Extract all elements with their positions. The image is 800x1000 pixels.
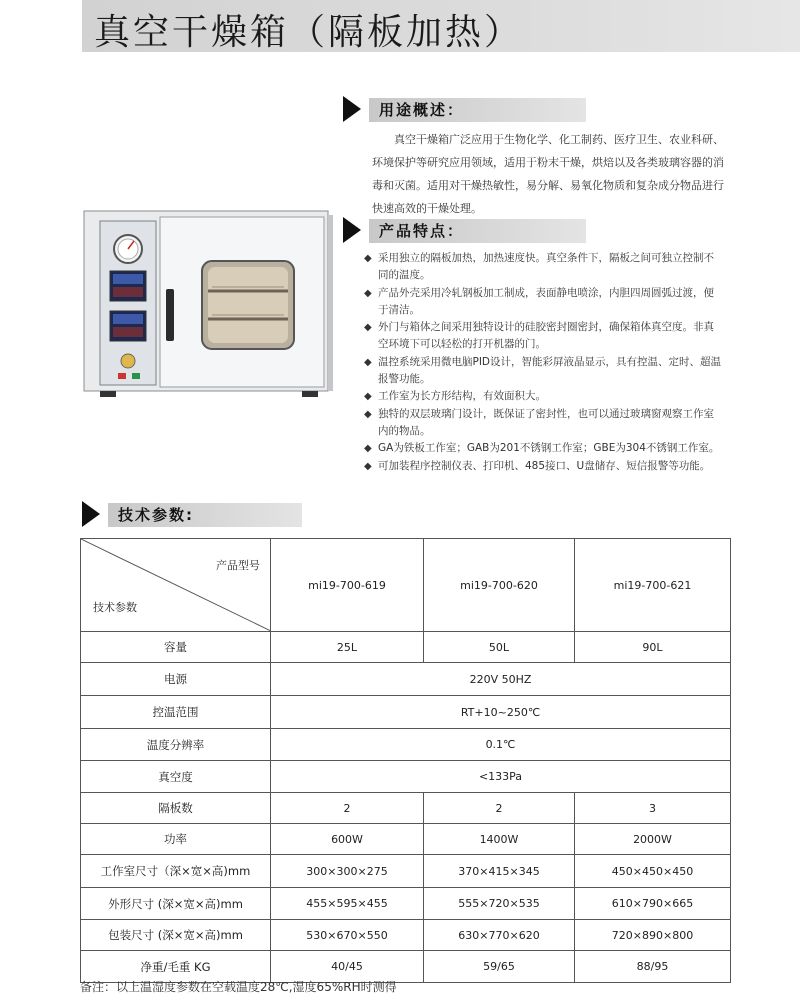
model-cell: mi19-700-619 xyxy=(271,539,424,632)
diamond-bullet-icon: ◆ xyxy=(364,460,372,472)
feature-item: ◆ 独特的双层玻璃门设计，既保证了密封性，也可以通过玻璃窗观察工作室内的物品。 xyxy=(364,407,714,437)
row-label: 外形尺寸 (深×宽×高)mm xyxy=(81,888,271,920)
row-label: 控温范围 xyxy=(81,696,271,729)
footnote: 备注：以上温湿度参数在空载温度28℃,湿度65%RH时测得 xyxy=(80,980,397,994)
row-label: 功率 xyxy=(81,824,271,855)
table-row xyxy=(81,696,731,729)
table-cell: 630×770×620 xyxy=(424,920,575,951)
usage-heading xyxy=(343,96,586,124)
table-cell: 90L xyxy=(575,632,731,663)
features-heading xyxy=(343,217,586,245)
diamond-bullet-icon: ◆ xyxy=(364,287,372,299)
spec-table xyxy=(80,538,731,983)
usage-heading-label: 用途概述： xyxy=(379,101,465,119)
feature-item: ◆ GA为铁板工作室；GAB为201不锈钢工作室；GBE为304不锈钢工作室。 xyxy=(364,440,724,457)
header-model-label: 产品型号 xyxy=(216,559,260,572)
table-cell: 2 xyxy=(424,793,575,824)
table-cell: 610×790×665 xyxy=(575,888,731,920)
row-label: 温度分辨率 xyxy=(81,729,271,761)
diamond-bullet-icon: ◆ xyxy=(364,443,372,455)
table-cell: 2000W xyxy=(575,824,731,855)
diamond-bullet-icon: ◆ xyxy=(364,356,372,368)
table-cell: 455×595×455 xyxy=(271,888,424,920)
arrow-right-icon xyxy=(343,96,361,122)
table-cell: 88/95 xyxy=(575,951,731,983)
row-label: 包装尺寸 (深×宽×高)mm xyxy=(81,920,271,951)
usage-description: 真空干燥箱广泛应用于生物化学、化工制药、医疗卫生、农业科研、环境保护等研究应用领域，适用于粉末干燥，烘焙以及各类玻璃容器的消毒和灭菌。适用对干燥热敏性，易分解、易氧化物质和复杂成分物品进行快速高效的干燥处理。 xyxy=(372,133,724,215)
table-cell: RT+10~250℃ xyxy=(271,696,731,729)
row-label: 工作室尺寸（深×宽×高)mm xyxy=(81,855,271,888)
feature-item: ◆ 产品外壳采用冷轧钢板加工制成，表面静电喷涂，内胆四周圆弧过渡，便于清洁。 xyxy=(364,286,714,316)
title-bar xyxy=(82,0,800,52)
table-cell: 50L xyxy=(424,632,575,663)
page-title: 真空干燥箱（隔板加热） xyxy=(94,12,524,53)
feature-item: ◆ 可加装程序控制仪表、打印机、485接口、U盘储存、短信报警等功能。 xyxy=(364,458,724,475)
features-list xyxy=(364,250,724,475)
table-row xyxy=(81,761,731,793)
row-label: 容量 xyxy=(81,632,271,663)
table-cell: 0.1℃ xyxy=(271,729,731,761)
table-row xyxy=(81,632,731,663)
arrow-right-icon xyxy=(343,217,361,243)
vacuum-oven-image xyxy=(82,207,335,402)
feature-item: ◆ 工作室为长方形结构，有效面积大。 xyxy=(364,388,724,405)
table-cell: 720×890×800 xyxy=(575,920,731,951)
table-row xyxy=(81,793,731,824)
row-label: 电源 xyxy=(81,663,271,696)
table-cell: 3 xyxy=(575,793,731,824)
diamond-bullet-icon: ◆ xyxy=(364,391,372,403)
row-label: 隔板数 xyxy=(81,793,271,824)
row-label: 净重/毛重 KG xyxy=(81,951,271,983)
table-cell: <133Pa xyxy=(271,761,731,793)
table-cell: 220V 50HZ xyxy=(271,663,731,696)
table-row xyxy=(81,729,731,761)
diagonal-header-cell xyxy=(81,539,271,632)
table-row xyxy=(81,920,731,951)
table-cell: 555×720×535 xyxy=(424,888,575,920)
table-cell: 300×300×275 xyxy=(271,855,424,888)
row-label: 真空度 xyxy=(81,761,271,793)
table-row xyxy=(81,855,731,888)
table-row xyxy=(81,824,731,855)
table-cell: 40/45 xyxy=(271,951,424,983)
feature-item: ◆ 外门与箱体之间采用独特设计的硅胶密封圈密封，确保箱体真空度。非真空环境下可以轻松的打开机器的门。 xyxy=(364,321,714,351)
diamond-bullet-icon: ◆ xyxy=(364,253,372,264)
table-row xyxy=(81,888,731,920)
table-cell: 600W xyxy=(271,824,424,855)
diamond-bullet-icon: ◆ xyxy=(364,408,372,420)
table-header-row xyxy=(81,539,731,632)
table-cell: 450×450×450 xyxy=(575,855,731,888)
table-cell: 25L xyxy=(271,632,424,663)
arrow-right-icon xyxy=(82,501,100,527)
table-cell: 370×415×345 xyxy=(424,855,575,888)
features-heading-label: 产品特点： xyxy=(379,222,465,240)
table-cell: 1400W xyxy=(424,824,575,855)
model-cell: mi19-700-620 xyxy=(424,539,575,632)
header-param-label: 技术参数 xyxy=(93,601,137,614)
specs-heading xyxy=(82,501,302,529)
specs-heading-label: 技术参数: xyxy=(118,506,194,524)
feature-item: ◆ 采用独立的隔板加热，加热速度快。真空条件下，隔板之间可独立控制不同的温度。 xyxy=(364,252,714,282)
diamond-bullet-icon: ◆ xyxy=(364,322,372,334)
model-cell: mi19-700-621 xyxy=(575,539,731,632)
diagonal-line xyxy=(81,539,271,631)
table-row xyxy=(81,663,731,696)
table-cell: 2 xyxy=(271,793,424,824)
table-cell: 59/65 xyxy=(424,951,575,983)
feature-item: ◆ 温控系统采用微电脑PID设计，智能彩屏液晶显示，具有控温、定时、超温报警功能。 xyxy=(364,355,722,386)
table-cell: 530×670×550 xyxy=(271,920,424,951)
